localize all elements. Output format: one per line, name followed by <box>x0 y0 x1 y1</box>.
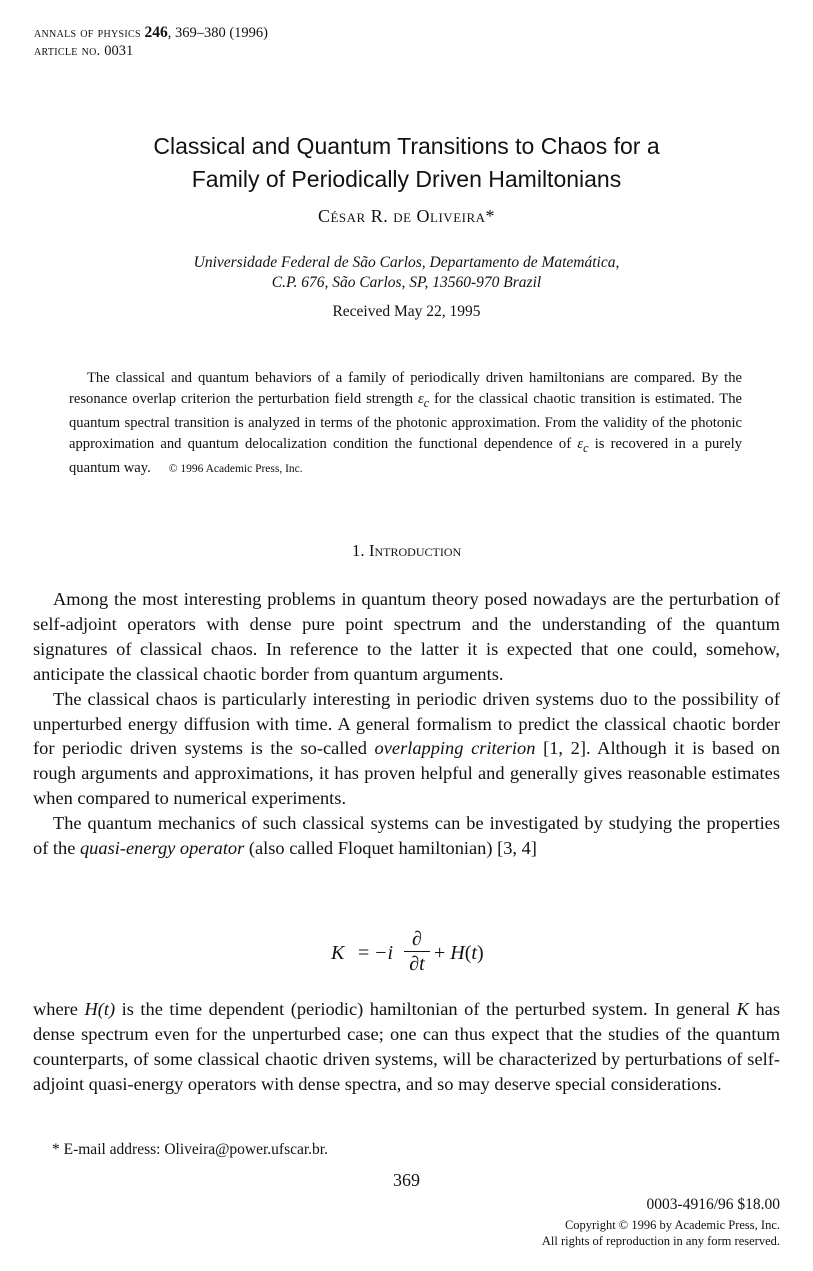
volume-number: 246 <box>144 24 168 41</box>
abstract-text-3: is recovered in a purely quantum way. <box>69 435 742 477</box>
affiliation-line-2: C.P. 676, São Carlos, SP, 13560-970 Brazil <box>271 274 542 291</box>
epsilon-symbol: ε <box>418 390 424 407</box>
price-code: 0003-4916/96 $18.00 <box>646 1196 780 1213</box>
eq-partial-fraction <box>404 928 430 975</box>
equation-floquet <box>0 928 813 984</box>
affiliation-line-1: Universidade Federal de São Carlos, Departamento de Matemática, <box>193 254 620 271</box>
copyright-line-1: Copyright © 1996 by Academic Press, Inc. <box>564 1218 780 1232</box>
paragraph-4-text: where <box>33 999 85 1019</box>
eq-lhs: K <box>331 942 345 964</box>
epsilon-symbol: ε <box>577 435 584 452</box>
paper-title <box>0 130 813 196</box>
eq-denominator: ∂t <box>409 953 425 975</box>
section-title: Introduction <box>368 541 462 560</box>
abstract <box>69 368 742 480</box>
eq-paren: ) <box>476 942 484 964</box>
copyright-notice <box>542 1218 780 1249</box>
section-number: 1. <box>351 541 365 560</box>
title-line-1: Classical and Quantum Transitions to Chaos for a <box>153 133 660 159</box>
paragraph-2 <box>33 687 780 812</box>
paragraph-2-text-cont: [1, 2]. Although it is based on rough arguments and approximations, it has proven helpful and generally gives reasonable estimates when compared to numerical experiments. <box>33 738 780 809</box>
emphasis-quasi-energy-operator: quasi-energy operator <box>79 838 245 859</box>
paragraph-4-text-cont: is the time dependent (periodic) hamiltonian of the perturbed system. In general <box>115 999 737 1019</box>
eq-rhs <box>434 942 484 965</box>
journal-header <box>34 24 268 60</box>
journal-citation <box>34 24 268 42</box>
pages-year: , 369–380 (1996) <box>167 25 268 41</box>
paragraph-4 <box>33 997 780 1097</box>
emphasis-overlapping-criterion: overlapping criterion <box>374 738 536 759</box>
paragraph-2-text: The classical chaos is particularly interesting in periodic driven systems duo to the possibility of unperturbed energy diffusion with time. A general formalism to predict the classical chaotic border for periodic driven systems is the so-called <box>33 688 780 759</box>
abstract-copyright: © 1996 Academic Press, Inc. <box>168 463 303 476</box>
intro-body-bottom <box>33 997 780 1097</box>
page-number: 369 <box>393 1170 420 1190</box>
copyright-line-2: All rights of reproduction in any form reserved. <box>541 1233 780 1248</box>
math-K: K <box>736 999 749 1019</box>
eq-t: t <box>471 942 477 964</box>
eq-plus: + <box>434 942 451 964</box>
received-date: Received May 22, 1995 <box>332 303 481 320</box>
author-name: César R. de Oliveira* <box>317 206 496 226</box>
eq-minus-i: −i <box>374 942 394 964</box>
affiliation <box>0 253 813 293</box>
paragraph-3 <box>33 811 780 861</box>
eq-paren: ( <box>464 942 472 964</box>
eq-H: H <box>450 942 465 964</box>
paragraph-3-text-cont: (also called Floquet hamiltonian) [3, 4] <box>244 838 537 859</box>
fraction-bar <box>404 951 430 952</box>
article-number: 0031 <box>100 43 134 59</box>
footnote-email: * E-mail address: Oliveira@power.ufscar.br. <box>52 1141 328 1158</box>
journal-name: annals of physics <box>34 25 141 41</box>
subscript-c: c <box>583 440 589 455</box>
title-line-2: Family of Periodically Driven Hamiltonians <box>191 166 622 192</box>
subscript-c: c <box>423 395 430 410</box>
paragraph-1: Among the most interesting problems in quantum theory posed nowadays are the perturbation of self-adjoint operators with dense pure point spectrum and the understanding of the quantum signatures of classical chaos. In reference to the latter it is expected that one could, somehow, anticipate the classical chaotic border from quantum arguments. <box>33 589 780 684</box>
paragraph-3-text: The quantum mechanics of such classical systems can be investigated by studying the properties of the <box>33 813 780 859</box>
eq-numerator: ∂ <box>412 928 422 950</box>
abstract-text-2: for the classical chaotic transition is estimated. The quantum spectral transition is analyzed in terms of the photonic approximation. From the validity of the photonic approximation and quantum delocalization condition the functional dependence of <box>69 390 742 452</box>
eq-equals: = <box>358 942 370 964</box>
paragraph-4-text-end: has dense spectrum even for the unperturbed case; one can thus expect that the studies of the quantum counterparts, of some classical chaotic driven systems, will be characterized by perturbations of self-adjoint quasi-energy operators with dense spectra, and so may deserve special considerations. <box>33 999 780 1094</box>
article-label: article no. <box>34 43 101 59</box>
article-number-line <box>34 42 268 60</box>
abstract-text-1: The classical and quantum behaviors of a family of periodically driven hamiltonians are compared. By the resonance overlap criterion the perturbation field strength <box>69 370 742 407</box>
section-heading <box>0 541 813 561</box>
intro-body-top <box>33 587 780 861</box>
math-H-t: H(t) <box>84 999 116 1019</box>
